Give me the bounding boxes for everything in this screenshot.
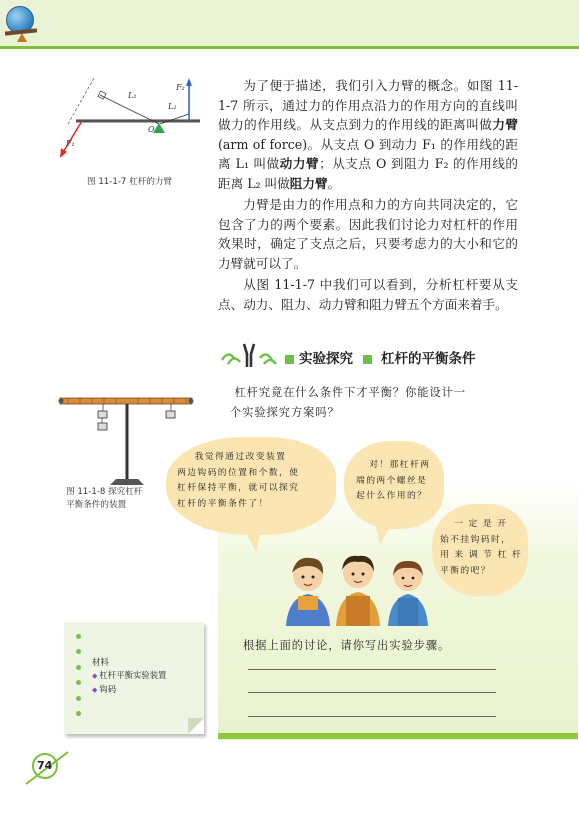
student-left	[286, 558, 330, 626]
figure-11-1-7-caption: 图 11-1-7 杠杆的力臂	[87, 177, 173, 187]
fulcrum-triangle	[153, 123, 165, 133]
bubble-left-text: 我觉得通过改变装置 两边钩码的位置和个数，使 杠杆保持平衡，就可以探究 杠杆的平衡条件了！	[177, 452, 300, 509]
weight-right-1	[166, 411, 175, 418]
force-f1-arrow	[62, 121, 82, 154]
label-l1: L₁	[128, 91, 137, 100]
student-right	[388, 561, 428, 626]
note-dot	[76, 665, 81, 670]
materials-title: 材料	[92, 657, 109, 667]
f1-action-line	[68, 78, 94, 124]
panel-bottom-rule	[218, 733, 578, 739]
label-l2: L₂	[168, 102, 177, 111]
answer-line-3[interactable]	[248, 716, 496, 717]
tuning-fork-icon	[218, 340, 284, 370]
bubble-middle-text: 对！那杠杆两 端的两个螺丝是 起什么作用的？	[356, 460, 431, 501]
note-dot	[76, 696, 81, 701]
material-item: ◆ 钩码	[92, 684, 117, 694]
bubble-left-tail	[240, 526, 264, 554]
header-band	[0, 0, 579, 46]
label-o: O	[148, 125, 155, 134]
note-dot	[76, 634, 81, 639]
paragraph-force-arm: 为了便于描述，我们引入力臂的概念。如图 11-1-7 所示，通过力的作用点沿力的作用方向的直线叫做力的作用线。从支点到力的作用线的距离叫做力臂 (arm of force)。从支点 O 到动力 F₁ 的作用线的距离 L₁ 叫做动力臂；从支点 O 到阻力 F₂ 的作用线的距离 L₂ 叫做阻力臂。	[218, 78, 519, 191]
writing-prompt: 根据上面的讨论，请你写出实验步骤。	[243, 639, 451, 652]
weight-left-1	[98, 411, 107, 418]
term-force-arm: 力臂	[492, 117, 519, 133]
fulcrum-icon	[17, 33, 27, 42]
note-dot	[76, 680, 81, 685]
banner-square-right	[363, 355, 372, 364]
term-resistance-arm: 阻力臂	[289, 175, 328, 191]
student-middle	[336, 556, 380, 626]
note-dot	[76, 711, 81, 716]
weight-left-2	[98, 423, 107, 430]
note-dot	[76, 649, 81, 654]
page-number: 74	[37, 759, 53, 772]
balance-nut-right	[189, 399, 194, 404]
section-title: 杠杆的平衡条件	[381, 351, 476, 367]
answer-line-1[interactable]	[248, 669, 496, 670]
inquiry-question: 杠杆究竟在什么条件下才平衡？你能设计一 个实验探究方案吗？	[230, 386, 467, 419]
diamond-bullet-icon: ◆	[92, 672, 98, 680]
section-category: 实验探究	[299, 351, 353, 367]
label-f2: F₂	[176, 83, 185, 92]
apparatus-base	[110, 479, 144, 485]
students-illustration	[282, 540, 432, 626]
paragraph-five-aspects: 从图 11-1-7 中我们可以看到，分析杠杆要从支点、动力、阻力、动力臂和阻力臂五个方面来着手。	[218, 277, 518, 312]
label-f1: F₁	[66, 139, 75, 148]
header-rule	[0, 46, 579, 49]
term-power-arm: 动力臂	[279, 156, 320, 172]
paragraph-arm-elements: 力臂是由力的作用点和力的方向共同决定的，它包含了力的两个要素。因此我们讨论力对杠杆的作用效果时，确定了支点之后，只要考虑力的大小和它的力臂就可以了。	[218, 197, 518, 271]
banner-square-left	[285, 355, 294, 364]
bubble-right-text: 一 定 是 开 始不挂钩码时， 用 来 调 节 杠 杆 平衡的吧？	[440, 519, 523, 576]
diamond-bullet-icon: ◆	[92, 686, 98, 694]
lever-arm-figure	[58, 74, 203, 174]
section-banner	[218, 340, 538, 370]
figure-11-1-8-caption: 图 11-1-8 探究杠杆 平衡条件的装置	[66, 487, 143, 510]
material-item: ◆ 杠杆平衡实验装置	[92, 670, 167, 680]
materials-note	[64, 622, 204, 734]
balance-nut-left	[59, 399, 64, 404]
note-corner-fold	[188, 718, 204, 734]
answer-line-2[interactable]	[248, 692, 496, 693]
